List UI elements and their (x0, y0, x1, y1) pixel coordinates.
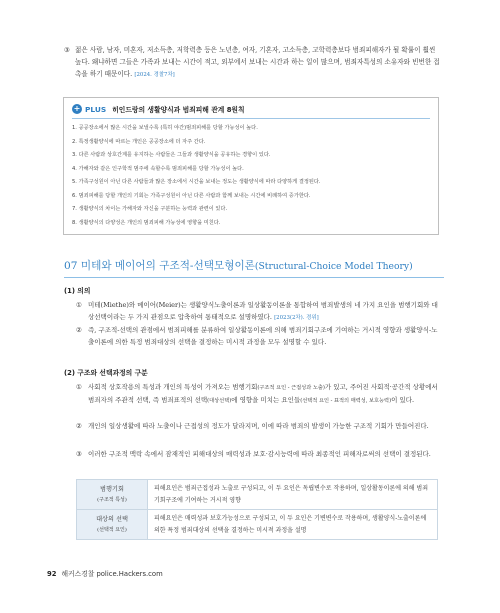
section-title-en: (Structural-Choice Model Theory) (254, 261, 413, 272)
comparison-table (76, 479, 438, 540)
plus-icon: + (73, 104, 81, 113)
paragraph-text: 사회적 상호작용의 특성과 개인의 특성이 가져오는 범행기회 (88, 383, 258, 391)
section-number: 07 (64, 260, 78, 272)
plus-box (63, 97, 439, 235)
plus-box-title: 히인드랑의 생활양식과 범죄피해 관계 8원칙 (112, 106, 245, 114)
paragraph-text: 개인의 일상생활에 따라 노출이나 근접성의 정도가 달라지며, 이에 따라 범죄의 발생이 가능한 구조적 기회가 만들어진다. (88, 422, 429, 430)
sub2-paragraph-3 (76, 448, 440, 460)
list-item: 6. 범죄피해를 당할 개인의 기회는 가족구성원이 아닌 다른 사람과 함께 보내는 시간에 비례하여 증가한다. (72, 192, 311, 199)
row-head-sub: (선택적 요인) (97, 526, 127, 533)
plus-badge: PLUS (85, 104, 107, 114)
row-head-sub: (구조적 특성) (97, 496, 127, 503)
plus-box-header (64, 98, 438, 118)
sub2-paragraph-2 (76, 420, 440, 432)
paragraph-note: (선택적 요인 - 표적의 매력성, 보호능력) (300, 398, 392, 405)
list-item: 1. 공공장소에서 많은 시간을 보낼수록 (특히 야간)범죄피해를 당할 가능성이 높다. (72, 125, 258, 131)
subsection-heading-1: (1) 의의 (64, 287, 91, 295)
page-number: 92 (47, 570, 57, 578)
sub2-paragraph-1 (76, 381, 440, 408)
plus-list (64, 122, 438, 230)
paragraph-citation: [2023(2차). 경위] (274, 315, 319, 322)
list-item: 3. 다른 사람과 상호간계를 유지하는 사람들은 그들과 생활양식을 공유하는 경향이 있다. (72, 152, 271, 158)
plus-box-divider (72, 118, 430, 119)
list-item: 5. 가족구성원이 아닌 다른 사람들과 많은 장소에서 시간을 보내는 정도는 생활양식에 따라 다양하게 결정된다. (72, 179, 321, 185)
table-row (77, 480, 438, 510)
section-title-ko: 미테와 메이어의 구조적-선택모형이론 (80, 260, 255, 272)
paragraph-note: (대상선택) (207, 398, 232, 405)
paragraph-number: ② (76, 422, 82, 430)
paragraph-number: ② (76, 326, 82, 334)
row-head-label: 범행기회 (100, 486, 124, 494)
paragraph-number: ① (76, 383, 82, 391)
row-head-label: 대상의 선택 (96, 516, 128, 524)
table-row-head (77, 510, 148, 540)
list-item: 2. 특정생활양식에 따르는 개인은 공공장소에 더 자주 간다. (72, 138, 206, 145)
paragraph-text: 즉, 구조적-선택의 관점에서 범죄피해를 분류하여 일상활동이론에 의해 범죄기회구조에 기여하는 거시적 영향과 생활양식-노출이론에 의한 특정 범죄대상의 선택을 결정하는 미시적 과정을 모두 설명할 수 있다. (88, 326, 438, 347)
paragraph-text: 이러한 구조적 맥락 속에서 잠재적인 피해대상의 매력성과 보호·감시능력에 따라 최종적인 피해자로써의 선택이 결정된다. (88, 450, 431, 458)
paragraph-text: 미테(Miethe)와 메이어(Meier)는 생활양식노출이론과 일상활동이론을 통합하여 범죄발생의 네 가지 요인을 범행기회와 대상선택이라는 두 가지 관점으로 압축하여 통태적으로 설명하였다. (88, 301, 438, 322)
paragraph-number: ① (76, 301, 82, 309)
list-item: 4. 가해자와 같은 인구학적 범주에 속할수록 범죄피해를 당할 가능성이 높다. (72, 165, 244, 172)
sub1-paragraph-1 (76, 299, 440, 325)
paragraph-number: ③ (76, 450, 82, 458)
table-cell: 피해요인은 범죄근접성과 노출로 구성되고, 이 두 요인은 독립변수로 작용하며, 일상활동이론에 의해 범죄기회구조에 기여하는 거시적 영향 (148, 480, 438, 510)
sub1-paragraph-2 (76, 324, 440, 349)
intro-number: ③ (64, 46, 70, 54)
list-item: 7. 생활양식의 차이는 가해자와 자신을 구분하는 능력과 관련이 있다. (72, 206, 228, 212)
list-item: 8. 생활양식의 다양성은 개인의 범죄피해 가능성에 영향을 미친다. (72, 219, 221, 226)
table-row-head (77, 480, 148, 510)
paragraph-text: 에 영향을 미치는 요인들 (231, 396, 301, 405)
intro-paragraph (64, 44, 440, 82)
footer-text: 해커스경찰 police.Hackers.com (61, 570, 163, 578)
intro-text: 젊은 사람, 남자, 미혼자, 저소득층, 저학력층 등은 노년층, 여자, 기혼자, 고소득층, 고학력층보다 범죄피해자가 될 확률이 훨씬 높다. 왜냐하면 그들은 가족과 보내는 시간이 적고, 외부에서 보내는 시간과 하는 일이 많으며, 범죄자특성의 소유자와 빈번한 접촉을 하기 때문이다. (75, 46, 440, 79)
table-cell: 피해요인은 매력성과 보호가능성으로 구성되고, 이 두 요인은 기변변수로 작용하며, 생활양식-노출이론에 의한 특정 범죄대상의 선택을 결정하는 미시적 과정을 설명 (148, 510, 438, 540)
paragraph-text: 이 있다. (391, 396, 415, 405)
paragraph-text: 가 있고, 주어진 사회적·공간적 상황에서 범죄자의 주관적 선택, 즉 범죄표적의 선택 (88, 383, 438, 405)
subsection-heading-2: (2) 구조와 선택과정의 구분 (64, 369, 148, 377)
paragraph-note: (구조적 요인 - 근접성과 노출) (257, 385, 325, 391)
intro-citation: [2024. 경찰7차] (134, 72, 175, 79)
section-title (64, 258, 444, 278)
page-footer (47, 568, 163, 578)
table-row (77, 510, 438, 540)
